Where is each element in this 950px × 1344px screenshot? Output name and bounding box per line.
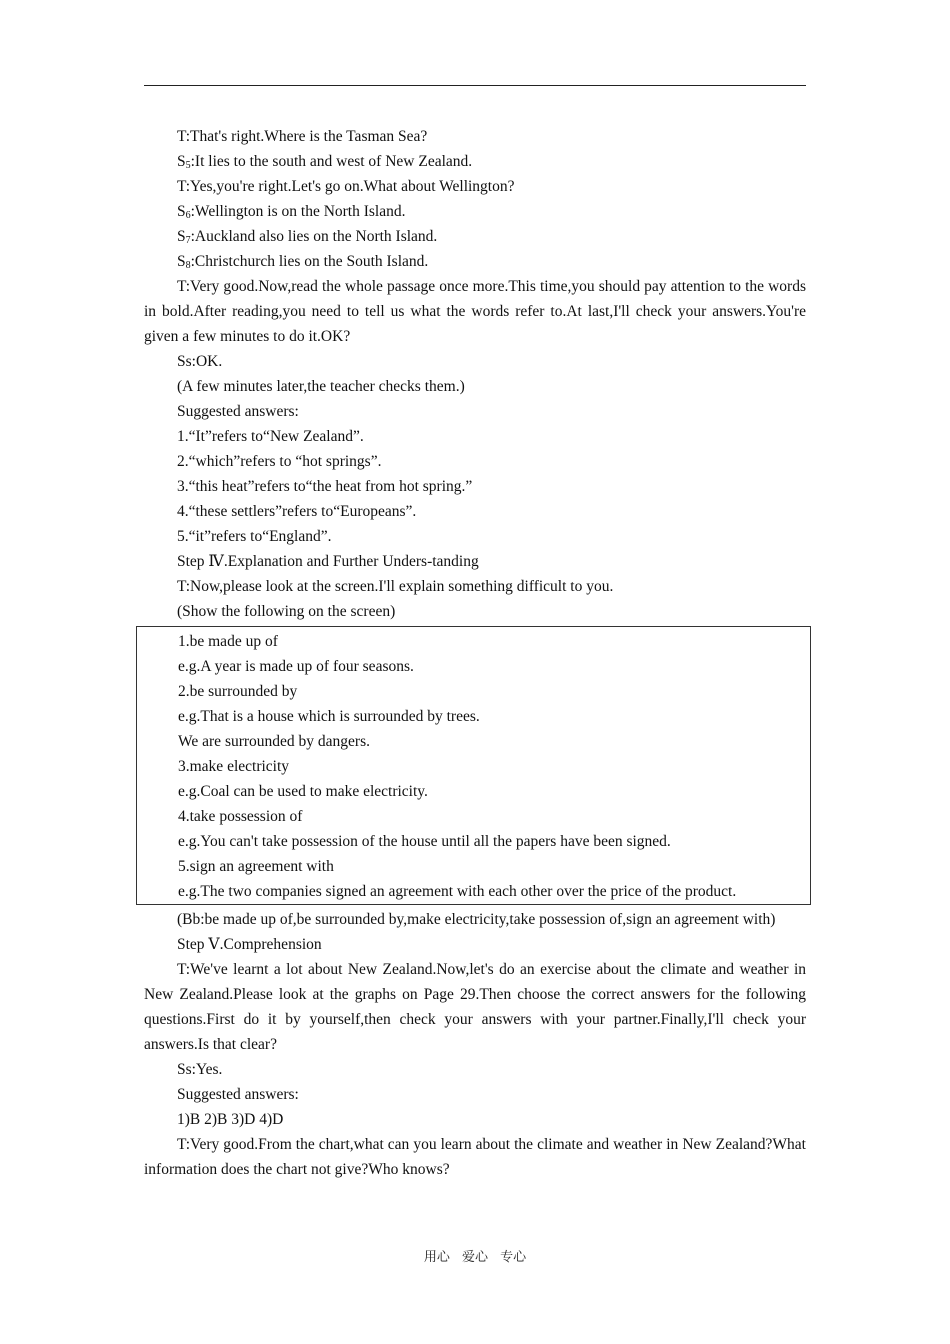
line-text: T:We've learnt a lot about New Zealand.Now,let's do an exercise about the climate and weather in New Zealand.Please look at the graphs on Page 29.Then choose the correct answers for the following questions.First do it by yourself,then check your answers with your partner.Finally,I'll check your answers.Is that clear? xyxy=(144,961,806,1053)
line-text: Step Ⅴ.Comprehension xyxy=(177,936,322,953)
line-text: S xyxy=(177,253,186,270)
text-line xyxy=(144,349,806,374)
header-rule xyxy=(144,85,806,86)
line-text: Step Ⅳ.Explanation and Further Unders-tanding xyxy=(177,553,479,570)
text-line xyxy=(144,224,806,249)
line-text: 2.“which”refers to “hot springs”. xyxy=(177,453,382,470)
line-text: 3.“this heat”refers to“the heat from hot spring.” xyxy=(177,478,473,495)
box-line: 3.make electricity xyxy=(178,758,290,775)
box-line: e.g.A year is made up of four seasons. xyxy=(178,658,414,675)
line-text: S xyxy=(177,203,186,220)
line-text: T:Yes,you're right.Let's go on.What about Wellington? xyxy=(177,178,515,195)
text-line xyxy=(144,474,806,499)
text-line xyxy=(144,174,806,199)
document-body xyxy=(144,124,806,1182)
line-text: 1)B 2)B 3)D 4)D xyxy=(177,1111,284,1128)
text-line xyxy=(144,199,806,224)
line-text: 4.“these settlers”refers to“Europeans”. xyxy=(177,503,417,520)
text-line xyxy=(144,549,806,574)
text-line xyxy=(144,524,806,549)
line-text: T:Now,please look at the screen.I'll explain something difficult to you. xyxy=(177,578,614,595)
line-text: :It lies to the south and west of New Zealand. xyxy=(190,153,473,170)
line-text: T:That's right.Where is the Tasman Sea? xyxy=(177,128,428,145)
text-line xyxy=(144,124,806,149)
text-line xyxy=(144,499,806,524)
line-text: T:Very good.From the chart,what can you learn about the climate and weather in New Zealand?What information does the chart not give?Who knows? xyxy=(144,1136,806,1178)
text-line xyxy=(144,1082,806,1107)
line-text: Suggested answers: xyxy=(177,1086,299,1103)
box-line: e.g.That is a house which is surrounded by trees. xyxy=(178,708,480,725)
box-line: We are surrounded by dangers. xyxy=(178,733,371,750)
line-text: :Wellington is on the North Island. xyxy=(190,203,406,220)
line-text: :Auckland also lies on the North Island. xyxy=(190,228,438,245)
line-text: Ss:OK. xyxy=(177,353,223,370)
text-line xyxy=(144,149,806,174)
box-line: e.g.You can't take possession of the house until all the papers have been signed. xyxy=(178,833,671,850)
text-line xyxy=(144,574,806,599)
line-text: (A few minutes later,the teacher checks them.) xyxy=(177,378,465,395)
line-text: :Christchurch lies on the South Island. xyxy=(190,253,429,270)
line-text: Ss:Yes. xyxy=(177,1061,223,1078)
text-line xyxy=(144,1107,806,1132)
text-line xyxy=(144,274,806,349)
text-line xyxy=(144,599,806,624)
line-text: T:Very good.Now,read the whole passage once more.This time,you should pay attention to the words in bold.After reading,you need to tell us what the words refer to.At last,I'll check your answers.You're given a few minutes to do it.OK? xyxy=(144,278,806,345)
box-line: e.g.Coal can be used to make electricity. xyxy=(178,783,428,800)
box-line: e.g.The two companies signed an agreement with each other over the price of the product. xyxy=(178,883,737,900)
text-line xyxy=(144,374,806,399)
speaker-subscript: 5 xyxy=(185,160,191,171)
line-text: Suggested answers: xyxy=(177,403,299,420)
line-text: 1.“It”refers to“New Zealand”. xyxy=(177,428,364,445)
text-line xyxy=(144,249,806,274)
text-line xyxy=(144,1132,806,1182)
text-line xyxy=(144,424,806,449)
line-text: S xyxy=(177,228,186,245)
text-line xyxy=(144,907,806,932)
text-line xyxy=(144,932,806,957)
text-line xyxy=(144,957,806,1057)
line-text: (Show the following on the screen) xyxy=(177,603,396,620)
speaker-subscript: 7 xyxy=(185,235,191,246)
box-line: 5.sign an agreement with xyxy=(178,858,334,875)
dialogue-section-2 xyxy=(144,907,806,1182)
line-text: 5.“it”refers to“England”. xyxy=(177,528,332,545)
line-text: (Bb:be made up of,be surrounded by,make electricity,take possession of,sign an agreement with) xyxy=(177,911,776,928)
speaker-subscript: 8 xyxy=(185,260,191,271)
screen-notes-box xyxy=(136,626,811,905)
speaker-subscript: 6 xyxy=(185,210,191,221)
text-line xyxy=(144,1057,806,1082)
text-line xyxy=(144,449,806,474)
box-line: 2.be surrounded by xyxy=(178,683,298,700)
page-footer: 用心 爱心 专心 xyxy=(423,1250,527,1265)
line-text: S xyxy=(177,153,186,170)
box-line: 1.be made up of xyxy=(178,633,278,650)
box-line: 4.take possession of xyxy=(178,808,303,825)
text-line xyxy=(144,399,806,424)
dialogue-section-1 xyxy=(144,124,806,624)
